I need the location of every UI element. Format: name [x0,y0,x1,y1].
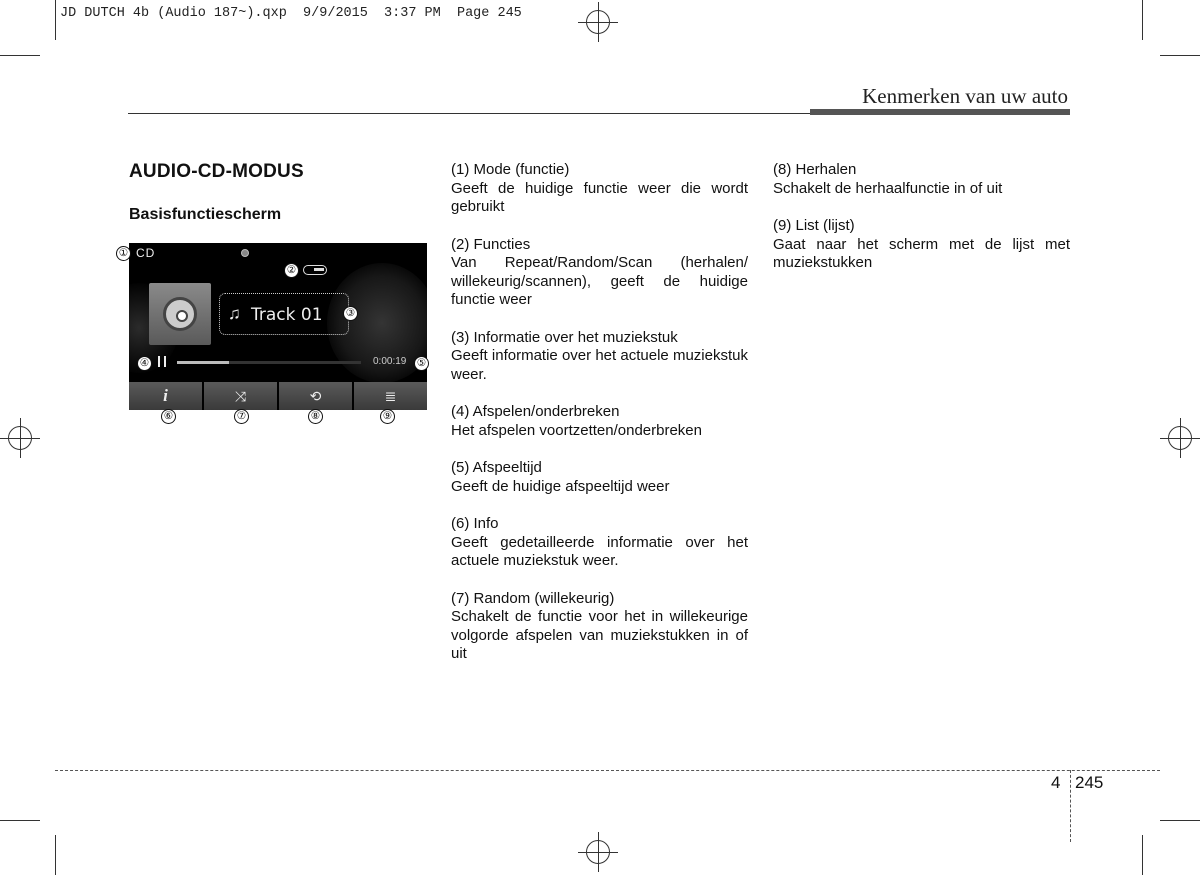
registration-mark-top [578,2,618,42]
item-text: Het afspelen voortzetten/onderbreken [451,421,702,439]
crop-mark [55,835,56,875]
callout-2: ② [284,263,299,278]
callout-3: ③ [343,306,358,321]
registration-mark-bottom [578,832,618,872]
crop-mark [1160,820,1200,821]
callout-4: ④ [137,356,152,371]
callout-7: ⑦ [234,409,249,424]
list-item [451,161,748,217]
registration-mark-left [0,418,40,458]
item-title: (4) Afspelen/onderbreken [451,403,620,420]
music-note-icon: ♫ [228,304,241,323]
item-title: (5) Afspeeltijd [451,459,542,476]
callout-8: ⑧ [308,409,323,424]
registration-mark-right [1160,418,1200,458]
item-text: Gaat naar het scherm met de lijst met muziekstukken [773,235,1070,271]
item-title: (2) Functies [451,235,531,253]
pause-icon [158,356,166,367]
list-item [773,217,1070,273]
section-title: Kenmerken van uw auto [862,84,1068,108]
item-text: Geeft gedetailleerde informatie over het actuele muziekstuk weer. [451,533,748,569]
list-item [451,515,748,571]
item-text: Schakelt de herhaalfunctie in of uit [773,179,1003,197]
item-title: (7) Random (willekeurig) [451,589,615,607]
elapsed-time: 0:00:19 [373,356,407,367]
subheading: Basisfunctiescherm [129,206,282,223]
item-title: (6) Info [451,515,499,532]
track-name: Track 01 [251,305,323,325]
item-text: Van Repeat/Random/Scan (herhalen/ willekeurig/scannen), geeft de huidige functie weer [451,254,748,308]
list-button [354,382,427,410]
list-item [451,403,748,440]
mode-label: CD [136,246,156,260]
item-title: (8) Herhalen [773,161,857,178]
crop-mark [1142,0,1143,40]
repeat-icon: ⟲ [309,387,322,404]
chapter-number: 4 [1051,773,1061,792]
list-item [773,161,1070,198]
function-icon [303,265,327,275]
header-rule [128,113,818,114]
callout-1: ① [116,246,131,261]
info-button [129,382,202,410]
crop-mark [0,55,40,56]
shuffle-button [204,382,277,410]
description-column-1 [451,161,748,683]
disc-icon [163,297,197,331]
list-icon: ≣ [384,387,397,404]
footer-rule [55,770,1160,771]
crop-mark [0,820,40,821]
album-art [149,283,211,345]
callout-9: ⑨ [380,409,395,424]
page-heading: AUDIO-CD-MODUS [129,161,304,182]
button-bar [129,382,427,410]
item-text: Geeft de huidige afspeeltijd weer [451,477,670,495]
track-info-box [219,293,349,335]
disc-indicator-icon [241,249,249,257]
info-icon: i [163,386,168,405]
item-title: (9) List (lijst) [773,217,855,234]
audio-screen-illustration [129,243,427,410]
list-item [451,590,748,664]
list-item [451,236,748,310]
page-number: 245 [1075,773,1104,792]
repeat-button [279,382,352,410]
item-text: Geeft de huidige functie weer die wordt gebruikt [451,179,748,215]
callout-5: ⑤ [414,356,429,371]
progress-bar [177,361,361,364]
progress-fill [177,361,229,364]
list-item [451,459,748,496]
item-text: Geeft informatie over het actuele muziekstuk weer. [451,347,748,383]
item-title: (1) Mode (functie) [451,161,570,178]
item-title: (3) Informatie over het muziekstuk [451,328,678,346]
list-item [451,329,748,385]
description-column-2 [773,161,1070,292]
item-text: Schakelt de functie voor het in willekeurige volgorde afspelen van muziekstukken in of uit [451,608,748,662]
crop-mark [1160,55,1200,56]
crop-mark [55,0,56,40]
shuffle-icon: ⤨ [234,387,247,404]
header-rule-thick [810,109,1070,115]
footer-divider [1070,770,1071,842]
crop-mark [1142,835,1143,875]
print-slug: JD DUTCH 4b (Audio 187~).qxp 9/9/2015 3:37 PM Page 245 [60,6,522,21]
callout-6: ⑥ [161,409,176,424]
